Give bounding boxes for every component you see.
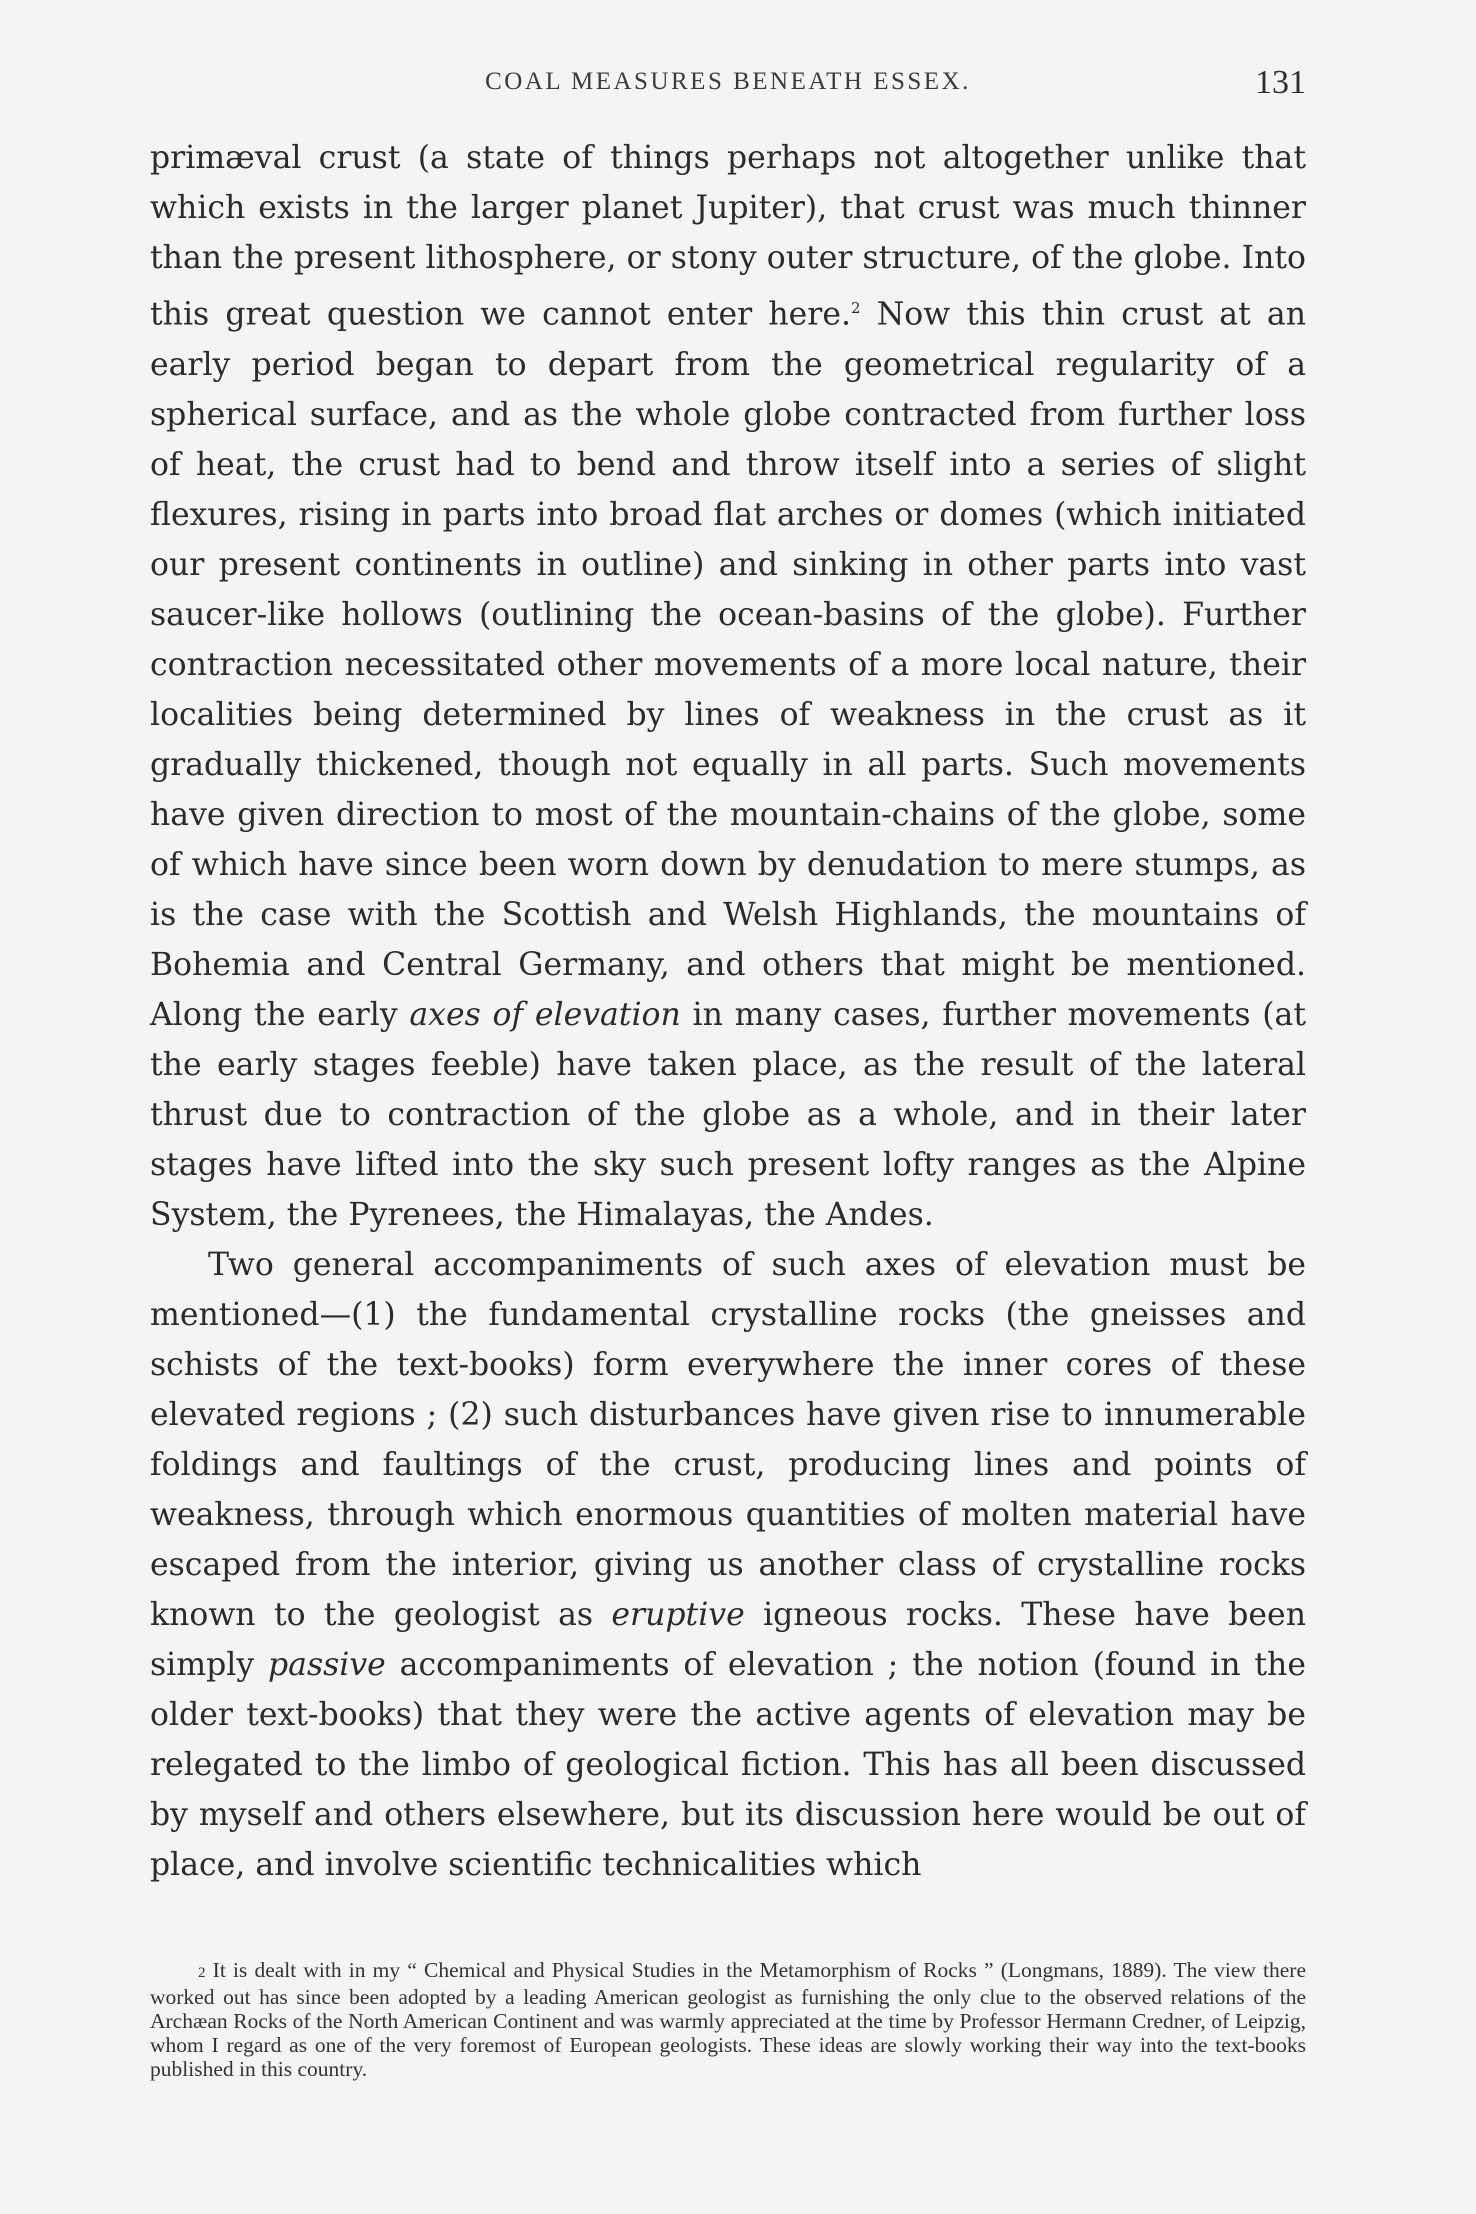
body-text — [150, 133, 1306, 1890]
footnotes — [150, 1958, 1306, 2081]
paragraph-text: Two general accompaniments of such axes of elevation must be mentioned—(1) the fundamental crystalline rocks (the gneisses and schists of the text-books) form everywhere the inner cores of these elevated regions ; (2) such disturbances have given rise to innumerable foldings and faultings of the crust, producing lines and points of weakness, through which enormous quantities of molten material have escaped from the interior, giving us another class of crystalline rocks known to the geologist as — [150, 1246, 1306, 1633]
italic-term: eruptive — [611, 1596, 745, 1633]
footnote-marker: 2 — [198, 1965, 206, 1981]
paragraph — [150, 1240, 1306, 1890]
paragraph-text: in many cases, further movements (at the early stages feeble) have taken place, as the result of the lateral thrust due to contraction of the globe as a whole, and in their later stages have lifted into the sky such present lofty ranges as the Alpine System, the Pyrenees, the Himalayas, the Andes. — [150, 996, 1306, 1233]
paragraph-text: accompaniments of elevation ; the notion (found in the older text-books) that they were the active agents of elevation may be relegated to the limbo of geological fiction. This has all been discussed by myself and others elsewhere, but its discussion here would be out of place, and involve scientific technicalities which — [150, 1646, 1306, 1883]
footnote — [150, 1958, 1306, 2081]
page-number: 131 — [1255, 64, 1306, 101]
paragraph-text: igneous rocks. These have been simply — [150, 1596, 1306, 1683]
paragraph-text: primæval crust (a state of things perhaps not altogether unlike that which exists in the larger planet Jupiter), that crust was much thinner than the present lithosphere, or stony outer structure, of the globe. Into this great question we cannot enter here. — [150, 140, 1306, 333]
paragraph-continued — [150, 133, 1306, 1240]
running-head — [150, 64, 1306, 104]
italic-term: axes of elevation — [409, 996, 681, 1033]
footnote-text: It is dealt with in my “ Chemical and Physical Studies in the Metamorphism of Rocks ” (Longmans, 1889). The view there worked out has since been adopted by a leading American geologist as furnishing the only clue to the observed relations of the Archæan Rocks of the North American Continent and was warmly appreciated at the time by Professor Hermann Credner, of Leipzig, whom I regard as one of the very foremost of European geologists. These ideas are slowly working their way into the text-books published in this country. — [150, 1958, 1306, 2081]
running-title: COAL MEASURES BENEATH ESSEX. — [485, 68, 971, 95]
paragraph-text: Now this thin crust at an early period began to depart from the geometrical regularity of a spherical surface, and as the whole globe contracted from further loss of heat, the crust had to bend and throw itself into a series of slight flexures, rising in parts into broad flat arches or domes (which initiated our present continents in outline) and sinking in other parts into vast saucer-like hollows (outlining the ocean-basins of the globe). Further contraction necessitated other movements of a more local nature, their localities being determined by lines of weakness in the crust as it gradually thickened, though not equally in all parts. Such movements have given direction to most of the mountain-chains of the globe, some of which have since been worn down by denudation to mere stumps, as is the case with the Scottish and Welsh Highlands, the mountains of Bohemia and Central Germany, and others that might be mentioned. Along the early — [150, 296, 1306, 1033]
italic-term: passive — [268, 1646, 386, 1683]
footnote-reference: 2 — [851, 299, 861, 317]
